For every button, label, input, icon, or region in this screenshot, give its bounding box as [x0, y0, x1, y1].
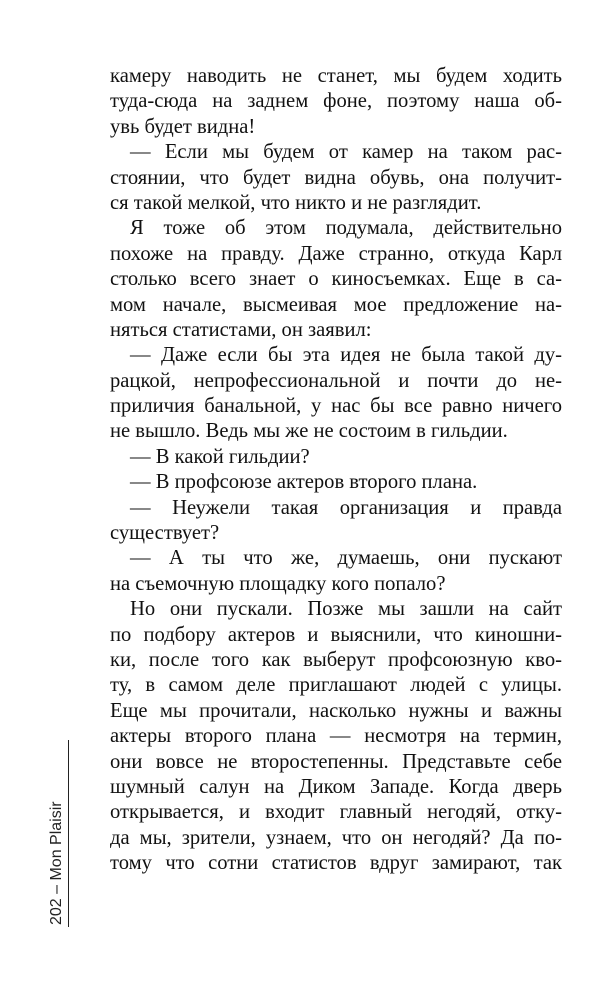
text-line: мом начале, высмеивая мое предложение на-	[110, 293, 562, 316]
body-text	[110, 64, 562, 877]
text-line: существует?	[110, 522, 220, 545]
text-line: приличия банальной, у нас бы все равно ничего	[110, 395, 562, 418]
text-line: — В профсоюзе актеров второго плана.	[130, 471, 478, 494]
text-line: ся такой мелкой, что никто и не разглядит.	[110, 191, 482, 214]
text-line: столько всего знает о киносъемках. Еще в са-	[110, 268, 562, 291]
text-line: увь будет видна!	[110, 115, 256, 138]
text-line: похоже на правду. Даже странно, откуда Карл	[110, 242, 562, 265]
page-folio: 202 – Mon Plaisir	[48, 801, 65, 925]
text-line: — В какой гильдии?	[130, 445, 310, 468]
text-line: тому что сотни статистов вдруг замирают, так	[110, 852, 562, 875]
text-line: Но они пускали. Позже мы зашли на сайт	[130, 598, 562, 621]
text-line: да мы, зрители, узнаем, что он негодяй? Да по-	[110, 826, 562, 849]
text-line: туда-сюда на заднем фоне, поэтому наша об-	[110, 90, 562, 113]
text-line: на съемочную площадку кого попало?	[110, 572, 446, 595]
text-line: — Даже если бы эта идея не была такой ду-	[130, 344, 562, 367]
text-line: Я тоже об этом подумала, действительно	[130, 217, 562, 240]
text-line: шумный салун на Диком Западе. Когда дверь	[110, 775, 562, 798]
text-line: няться статистами, он заявил:	[110, 318, 372, 341]
text-line: — Неужели такая организация и правда	[130, 496, 562, 519]
text-line: Еще мы прочитали, насколько нужны и важны	[110, 699, 562, 722]
text-line: рацкой, непрофессиональной и почти до не-	[110, 369, 562, 392]
text-line: стоянии, что будет видна обувь, она получит-	[110, 166, 562, 189]
text-line: актеры второго плана — несмотря на термин,	[110, 725, 562, 748]
footer-rule	[68, 740, 69, 927]
text-line: открывается, и входит главный негодяй, отку-	[110, 801, 562, 824]
text-line: ки, после того как выберут профсоюзную кво-	[110, 648, 562, 671]
text-line: — Если мы будем от камер на таком рас-	[130, 141, 562, 164]
text-line: камеру наводить не станет, мы будем ходить	[110, 65, 562, 87]
text-line: они вовсе не второстепенны. Представьте себе	[110, 750, 562, 773]
text-line: ту, в самом деле приглашают людей с улицы.	[110, 674, 562, 697]
text-line: — А ты что же, думаешь, они пускают	[130, 547, 562, 570]
running-footer	[34, 740, 74, 940]
text-line: по подбору актеров и выяснили, что киношни-	[110, 623, 562, 646]
text-line: не вышло. Ведь мы же не состоим в гильдии.	[110, 420, 508, 443]
